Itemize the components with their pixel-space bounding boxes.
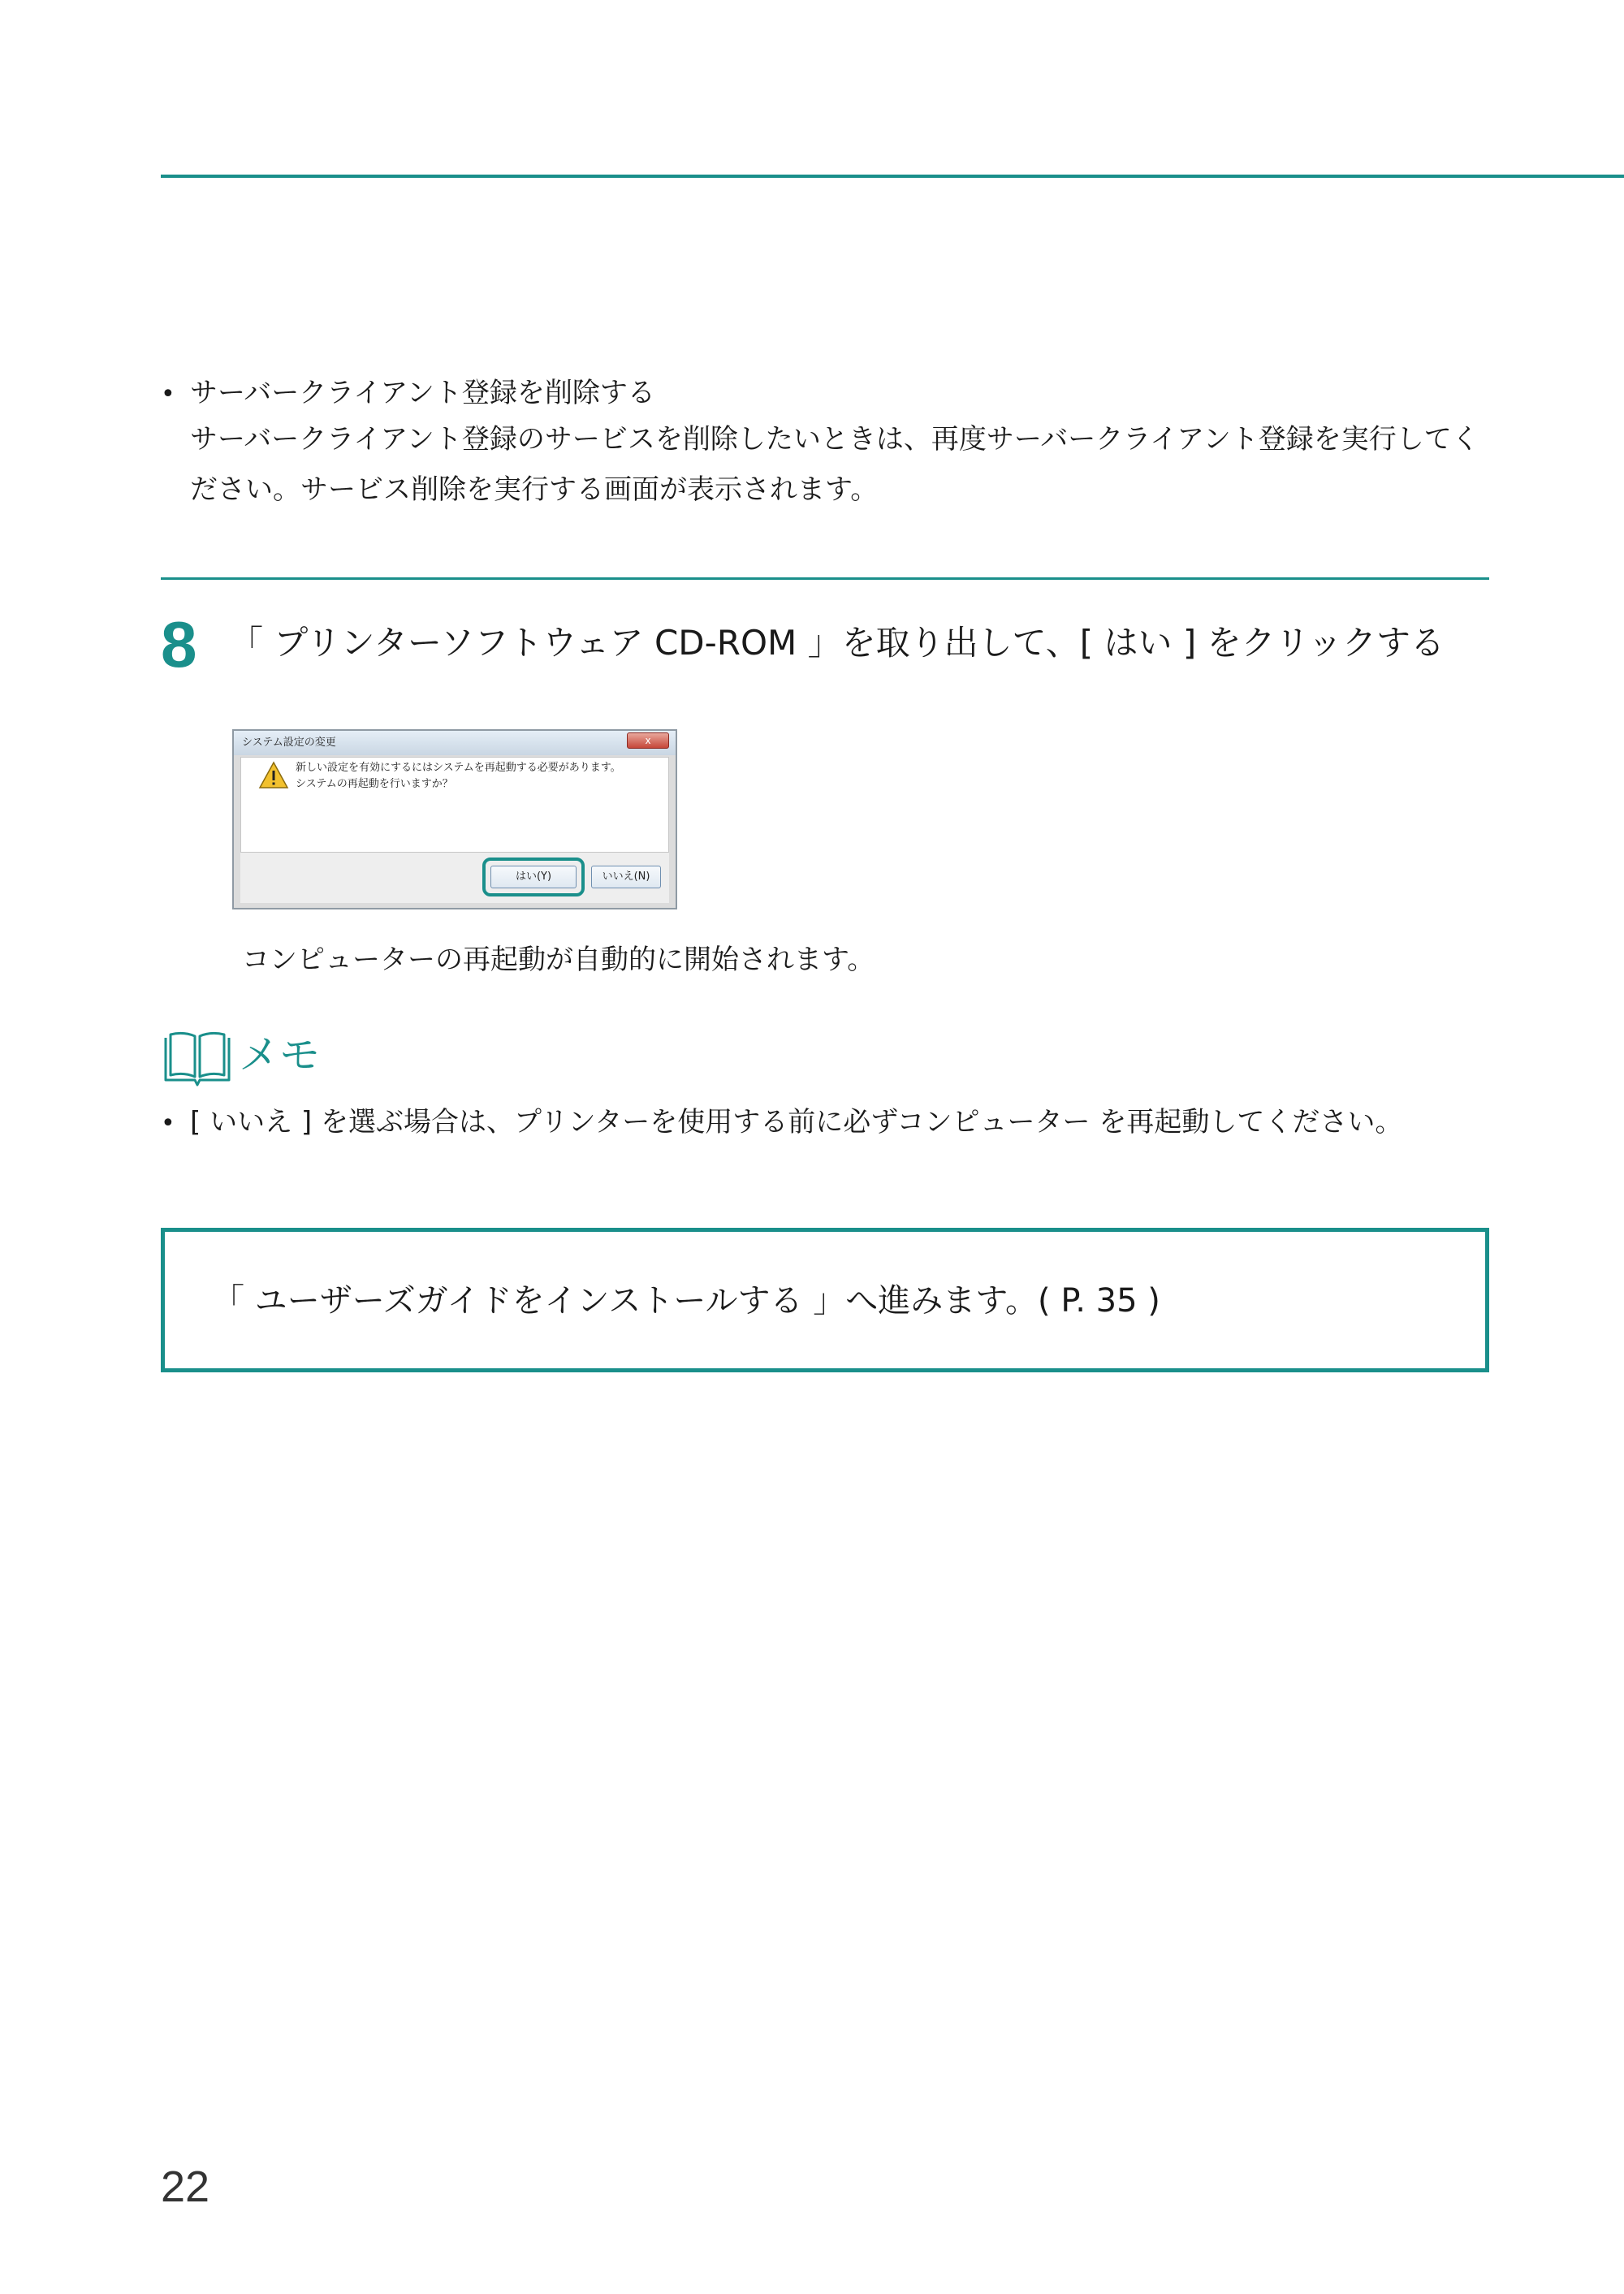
book-icon (162, 1030, 232, 1088)
intro-bullet (161, 372, 1501, 416)
warning-icon (258, 760, 289, 791)
section-rule (161, 577, 1489, 580)
system-settings-dialog (232, 729, 677, 909)
restart-note: コンピューターの再起動が自動的に開始されます。 (242, 944, 875, 976)
intro-bullet-title: サーバークライアント登録を削除する (190, 377, 655, 409)
dialog-title: システム設定の変更 (242, 737, 336, 749)
next-step-text: 「 ユーザーズガイドをインストールする 」へ進みます。( P. 35 ) (212, 1282, 1160, 1320)
memo-text-content: [ いいえ ] を選ぶ場合は、プリンターを使用する前に必ずコンピューター を再起動してください。 (190, 1106, 1403, 1138)
next-step-box (161, 1228, 1489, 1372)
dialog-message-line2: システムの再起動を行いますか？ (296, 778, 453, 790)
yes-button[interactable]: はい(Y) (490, 866, 577, 888)
memo-text (161, 1101, 1402, 1145)
no-button[interactable]: いいえ(N) (591, 866, 661, 888)
memo-label: メモ (239, 1031, 320, 1078)
intro-section (161, 372, 1501, 416)
page-number: 22 (161, 2162, 210, 2211)
step-instruction: 「 プリンターソフトウェア CD-ROM 」を取り出して、[ はい ] をクリックする (229, 623, 1445, 663)
dialog-titlebar (234, 731, 676, 755)
step-number: 8 (161, 608, 197, 680)
bullet-dot: • (161, 1109, 175, 1138)
dialog-message-line1: 新しい設定を有効にするにはシステムを再起動する必要があります。 (296, 762, 621, 774)
dialog-close-button[interactable]: x (627, 732, 669, 749)
top-rule (161, 175, 1624, 178)
intro-bullet-text: サーバークライアント登録のサービスを削除したいときは、再度サーバークライアント登録を実行してください。サービス削除を実行する画面が表示されます。 (190, 423, 1479, 506)
bullet-dot: • (161, 380, 175, 408)
